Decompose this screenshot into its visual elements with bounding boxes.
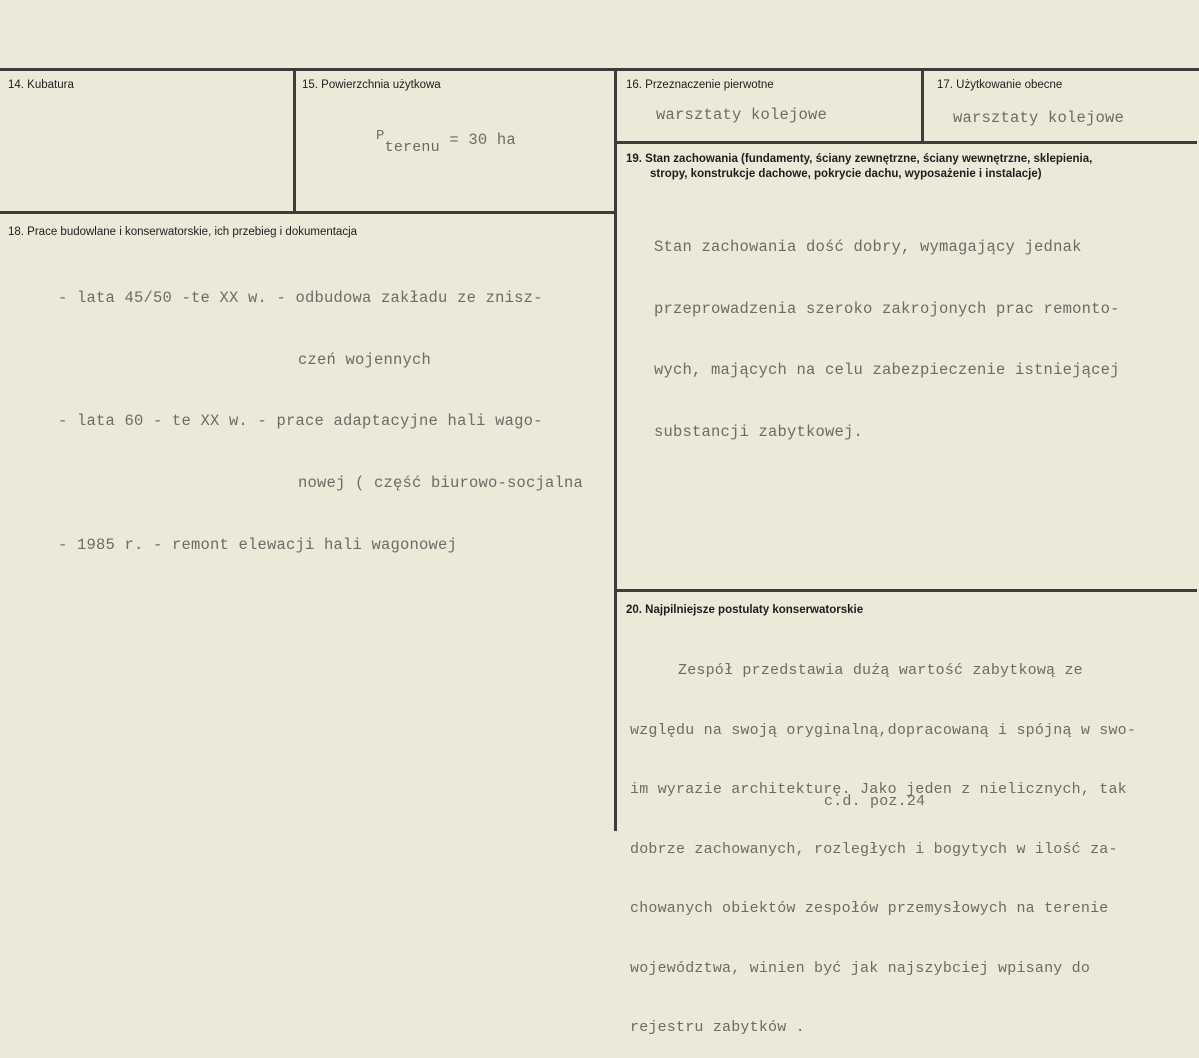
field-19-label (626, 152, 1092, 182)
field-17-label: 17. Użytkowanie obecne (937, 79, 1063, 91)
field-19-text (654, 199, 1120, 463)
field-20-line: im wyrazie architekturę. Jako jeden z nielicznych, tak (630, 781, 1127, 798)
field-19-line: przeprowadzenia szeroko zakrojonych prac remonto- (654, 299, 1120, 318)
field-17-value: warsztaty kolejowe (953, 109, 1125, 127)
field-15-value (357, 110, 516, 156)
field-20-text (630, 624, 1136, 1058)
field-20-continuation: c.d. poz.24 (824, 793, 926, 810)
row-divider-19 (617, 141, 1197, 144)
field-18-label: 18. Prace budowlane i konserwatorskie, ich przebieg i dokumentacja (8, 226, 358, 238)
field-19-line: substancji zabytkowej. (654, 422, 864, 441)
area-amount: = 30 ha (449, 131, 516, 149)
field-18-line: czeń wojennych (298, 350, 432, 369)
area-symbol: P (376, 128, 385, 144)
field-18-line: - lata 45/50 -te XX w. - odbudowa zakładu ze znisz- (58, 289, 543, 307)
field-20-label: 20. Najpilniejsze postulaty konserwatorskie (626, 604, 864, 616)
field-18-line: nowej ( część biurowo-socjalna (298, 474, 584, 493)
row-divider-18 (0, 211, 617, 214)
field-14-label: 14. Kubatura (8, 79, 74, 91)
field-20-line: chowanych obiektów zespołów przemysłowych na terenie (630, 900, 1109, 917)
col-divider-main (614, 68, 617, 831)
field-20-line: rejestru zabytków . (630, 1019, 805, 1036)
field-20-line: dobrze zachowanych, rozległych i bogytych w ilość za- (630, 840, 1118, 858)
col-divider-14-15 (293, 68, 296, 213)
row-divider-20 (617, 589, 1197, 592)
field-16-value: warsztaty kolejowe (656, 106, 828, 124)
field-19-label-line1: 19. Stan zachowania (fundamenty, ściany zewnętrzne, ściany wewnętrzne, sklepienia, (626, 153, 1093, 165)
field-19-line: wych, mających na celu zabezpieczenie istniejącej (654, 361, 1120, 379)
area-subscript: terenu (384, 139, 440, 156)
field-20-line: województwa, winien być jak najszybciej wpisany do (630, 959, 1091, 977)
field-20-line: Zespół przedstawia dużą wartość zabytkową ze (678, 662, 1083, 679)
field-18-line: - lata 60 - te XX w. - prace adaptacyjne hali wago- (58, 412, 543, 431)
field-16-label: 16. Przeznaczenie pierwotne (626, 79, 774, 91)
col-divider-16-17 (921, 68, 924, 143)
field-18-text (58, 250, 583, 576)
field-15-label: 15. Powierzchnia użytkowa (302, 79, 441, 91)
field-18-line: - 1985 r. - remont elewacji hali wagonowej (58, 535, 458, 554)
top-border-line (0, 68, 1199, 71)
field-19-line: Stan zachowania dość dobry, wymagający jednak (654, 238, 1082, 256)
field-19-label-line2: stropy, konstrukcje dachowe, pokrycie dachu, wyposażenie i instalacje) (650, 168, 1042, 180)
field-20-line: względu na swoją oryginalną,dopracowaną i spójną w swo- (630, 721, 1137, 739)
